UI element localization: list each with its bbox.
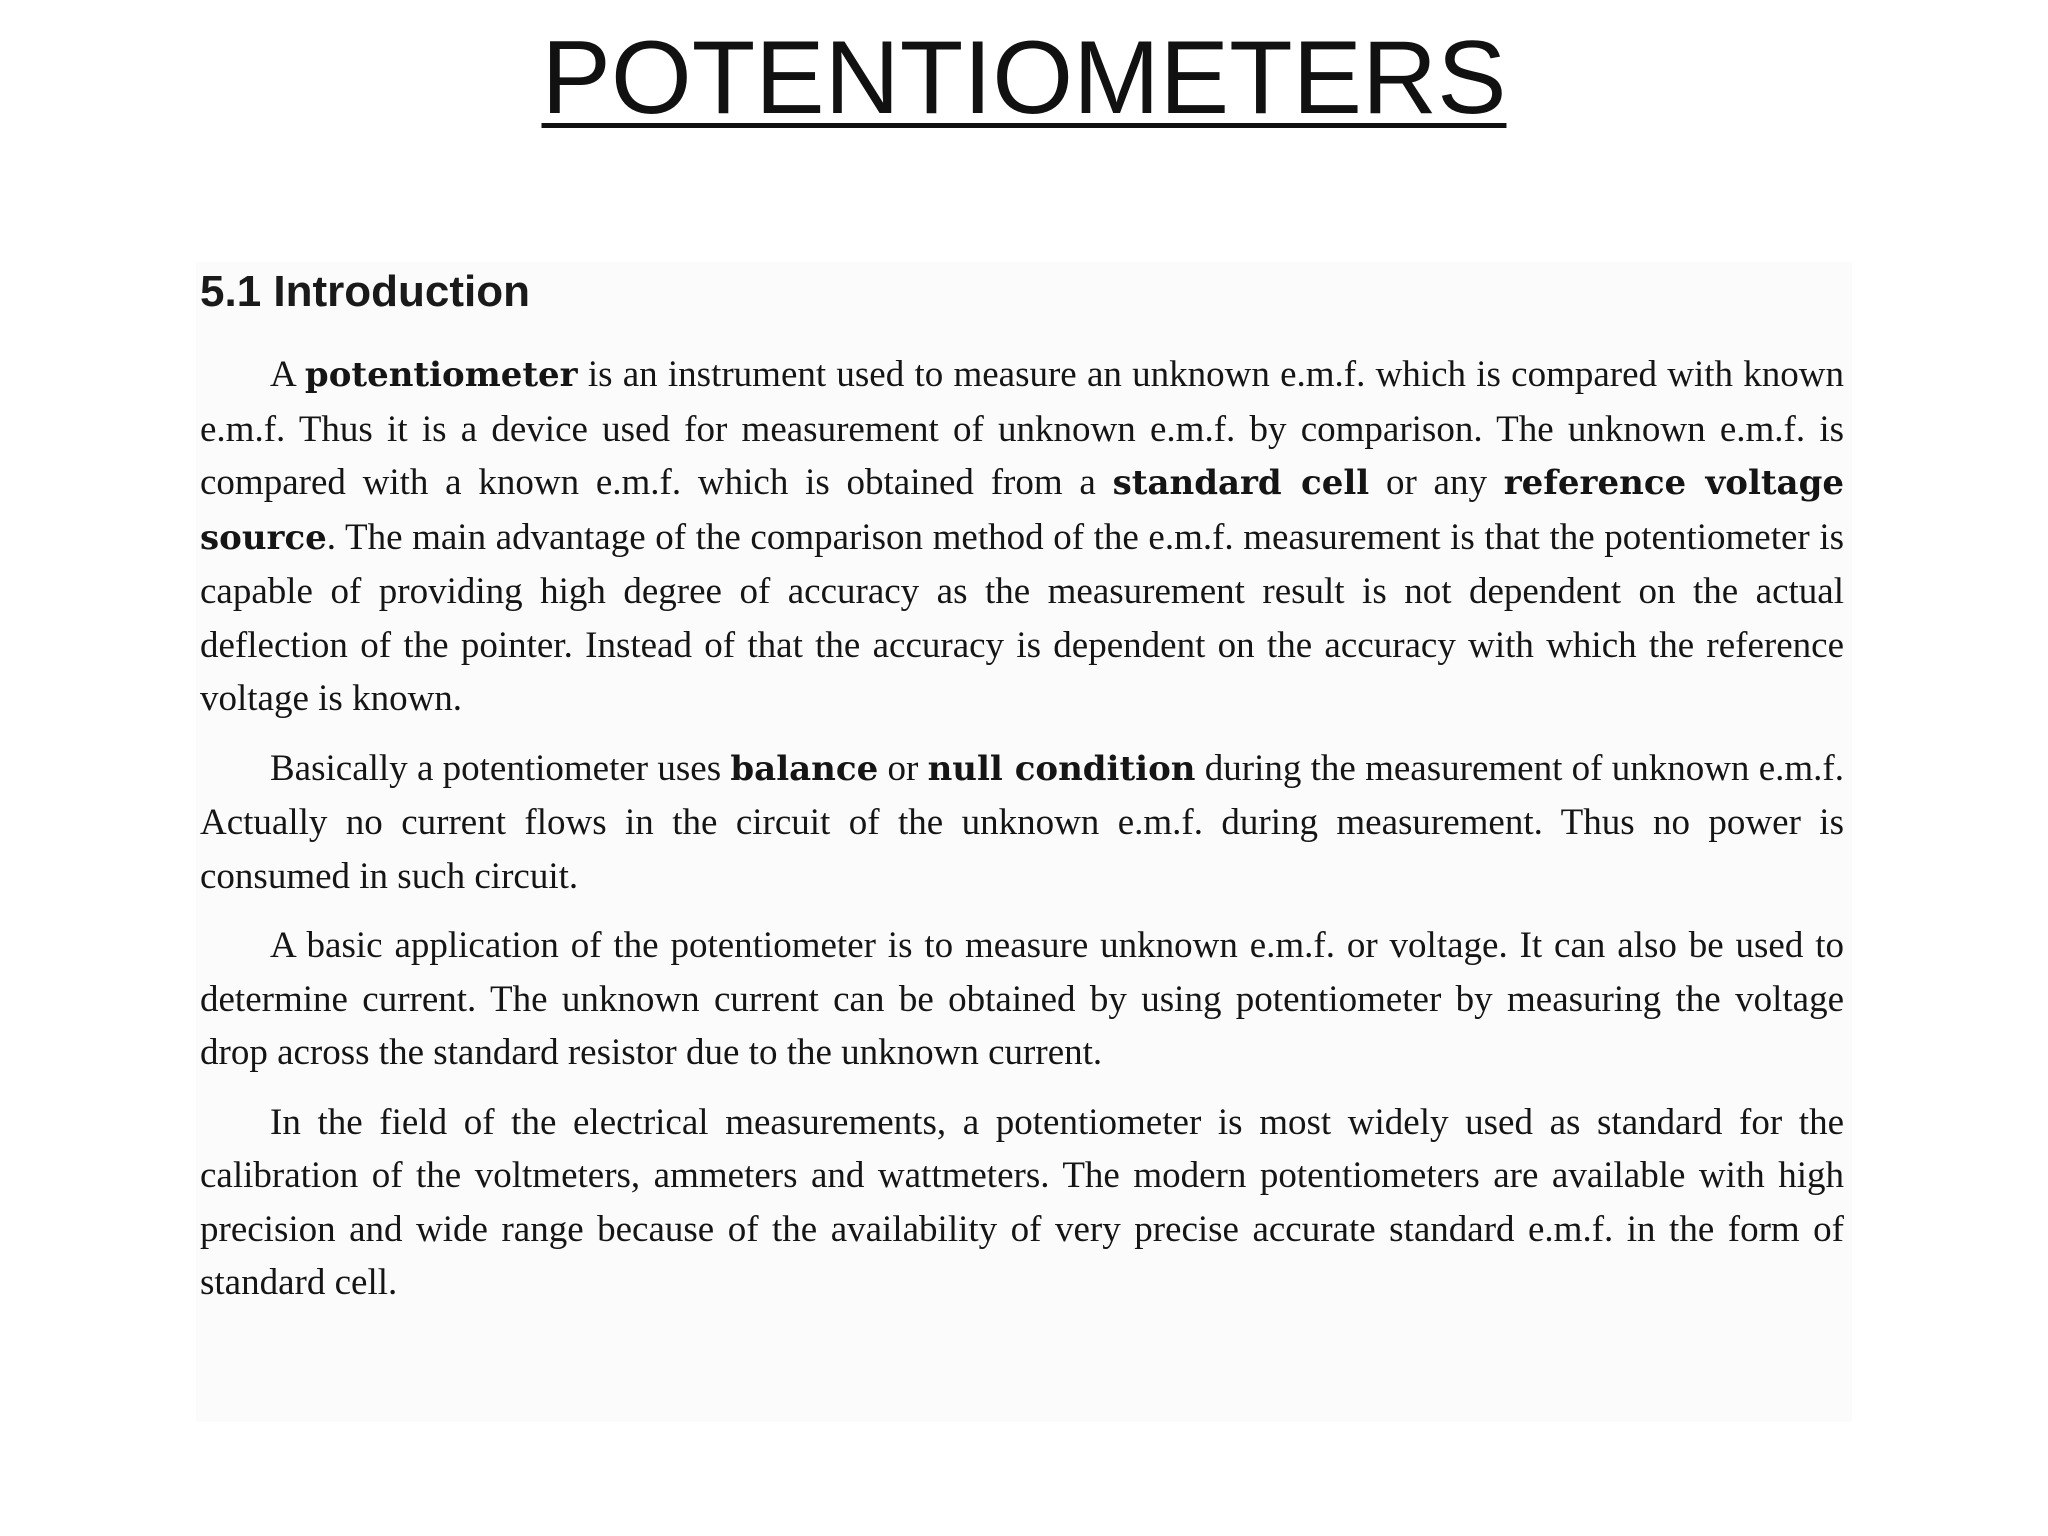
paragraph	[200, 1096, 1844, 1310]
bold-term: null condition	[927, 748, 1196, 789]
slide-title	[0, 18, 2048, 138]
bold-term: standard cell	[1112, 463, 1370, 503]
text-run: or any	[1369, 462, 1504, 503]
section-heading: 5.1 Introduction	[200, 267, 530, 316]
scanned-textbook-excerpt	[196, 262, 1852, 1422]
slide-title-text: POTENTIOMETERS	[541, 20, 1507, 136]
text-run: during the measurement of unknown e.m.f. Actually no current flows in the circuit of the unknown e.m.f. during measurement. Thus no power is consumed in such circuit.	[200, 747, 1844, 897]
paragraph	[200, 348, 1844, 726]
paragraph	[200, 742, 1844, 904]
text-run: A basic application of the potentiometer is to measure unknown e.m.f. or voltage. It can also be used to determine current. The unknown current can be obtained by using potentiometer by measuring the voltage drop across the standard resistor due to the unknown current.	[200, 925, 1844, 1073]
section-body	[200, 348, 1844, 1326]
paragraph	[200, 919, 1844, 1080]
text-run: A	[270, 354, 305, 395]
text-run: is an instrument used to measure an unknown e.m.f. which is compared with known e.m.f. Thus it is a device used for measurement of unknown e.m.f. by comparison. The unknown e.m.f. is compared with a known e.m.f. which is obtained from a	[200, 354, 1844, 503]
text-run: Basically a potentiometer uses	[270, 747, 731, 789]
bold-term: balance	[730, 748, 879, 789]
text-run: or	[878, 747, 928, 789]
text-run: . The main advantage of the comparison method of the e.m.f. measurement is that the potentiometer is capable of providing high degree of accuracy as the measurement result is not dependent on the actual deflection of the pointer. Instead of that the accuracy is dependent on the accuracy with which the reference voltage is known.	[200, 516, 1844, 719]
bold-term: potentiometer	[304, 355, 578, 395]
bold-term: reference voltage source	[200, 463, 1844, 558]
text-run: In the field of the electrical measurements, a potentiometer is most widely used as standard for the calibration of the voltmeters, ammeters and wattmeters. The modern potentiometers are available with high precision and wide range because of the availability of very precise accurate standard e.m.f. in the form of standard cell.	[200, 1101, 1844, 1303]
